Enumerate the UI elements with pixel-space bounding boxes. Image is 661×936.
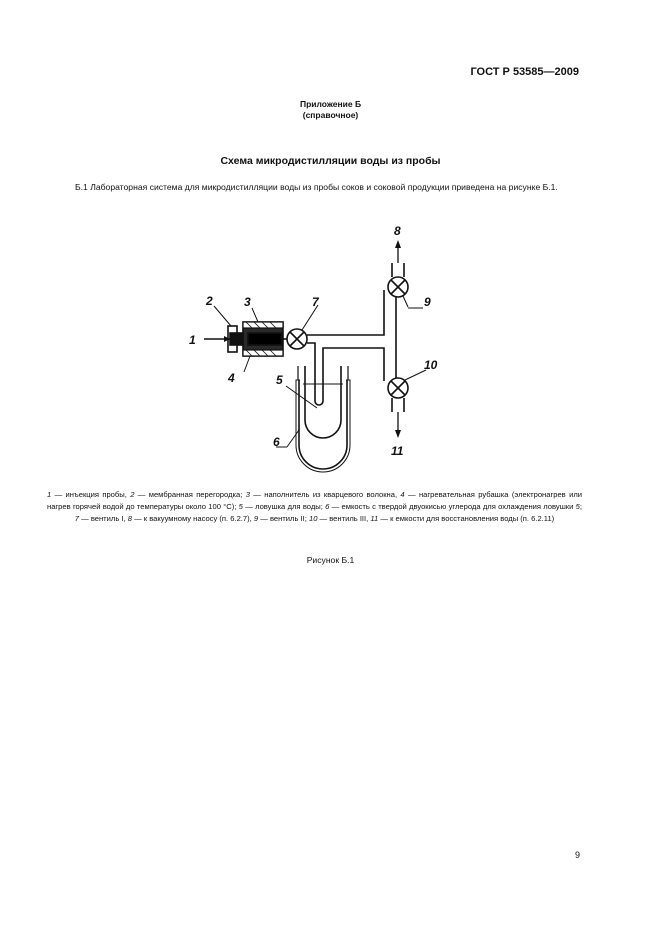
legend-num: 1 <box>47 490 52 499</box>
figure-legend <box>47 489 582 525</box>
body-paragraph: Б.1 Лабораторная система для микродистилляции воды из пробы соков и соковой продукции приведена на рисунке Б.1. <box>75 182 558 192</box>
legend-num: 4 <box>400 490 405 499</box>
figure-caption: Рисунок Б.1 <box>306 555 355 565</box>
legend-text: — к емкости для восстановления воды (п. 6.2.11) <box>378 514 555 523</box>
legend-num: 9 <box>253 514 259 523</box>
label-9: 9 <box>424 295 431 309</box>
label-7: 7 <box>312 295 319 309</box>
page-number: 9 <box>574 850 580 860</box>
legend-text: — инъекция пробы, <box>51 490 131 499</box>
section-title: Схема микродистилляции воды из пробы <box>220 155 441 167</box>
legend-num: 10 <box>308 514 318 523</box>
legend-num: 8 <box>127 514 132 523</box>
legend-text: — вентиль III, <box>317 514 371 523</box>
legend-text: ; <box>579 502 582 511</box>
legend-text: — вентиль I, <box>79 514 128 523</box>
annex-title: Приложение Б <box>299 99 362 109</box>
legend-text: — нагревательная рубашка (электронагрев или нагрев горячей водой до температуры около 100 °С); <box>47 490 582 511</box>
standard-id: ГОСТ Р 53585—2009 <box>470 66 579 78</box>
legend-num: 3 <box>245 490 250 499</box>
legend-num: 6 <box>325 502 330 511</box>
legend-text: — к вакуумному насосу (п. 6.2.7), <box>131 514 254 523</box>
legend-text: — вентиль II; <box>258 514 309 523</box>
label-8: 8 <box>394 224 401 238</box>
legend-num: 5 <box>238 502 243 511</box>
legend-text: — мембранная перегородка; <box>134 490 246 499</box>
label-4: 4 <box>228 371 235 385</box>
legend-text: — наполнитель из кварцевого волокна, <box>249 490 401 499</box>
label-10: 10 <box>424 358 438 372</box>
legend-text: — ловушка для воды; <box>242 502 326 511</box>
label-3: 3 <box>244 295 251 309</box>
label-11: 11 <box>391 444 404 458</box>
legend-num: 5 <box>575 502 580 511</box>
annex-type: (справочное) <box>302 110 359 120</box>
legend-num: 2 <box>130 490 135 499</box>
label-1: 1 <box>189 333 196 347</box>
label-2: 2 <box>206 294 213 308</box>
label-6: 6 <box>273 435 280 449</box>
legend-num: 7 <box>74 514 79 523</box>
quartz-wool-filler <box>248 333 282 345</box>
label-5: 5 <box>276 373 283 387</box>
legend-text: — емкость с твердой двуокисью углерода для охлаждения ловушки <box>329 502 576 511</box>
legend-num: 11 <box>370 514 379 523</box>
